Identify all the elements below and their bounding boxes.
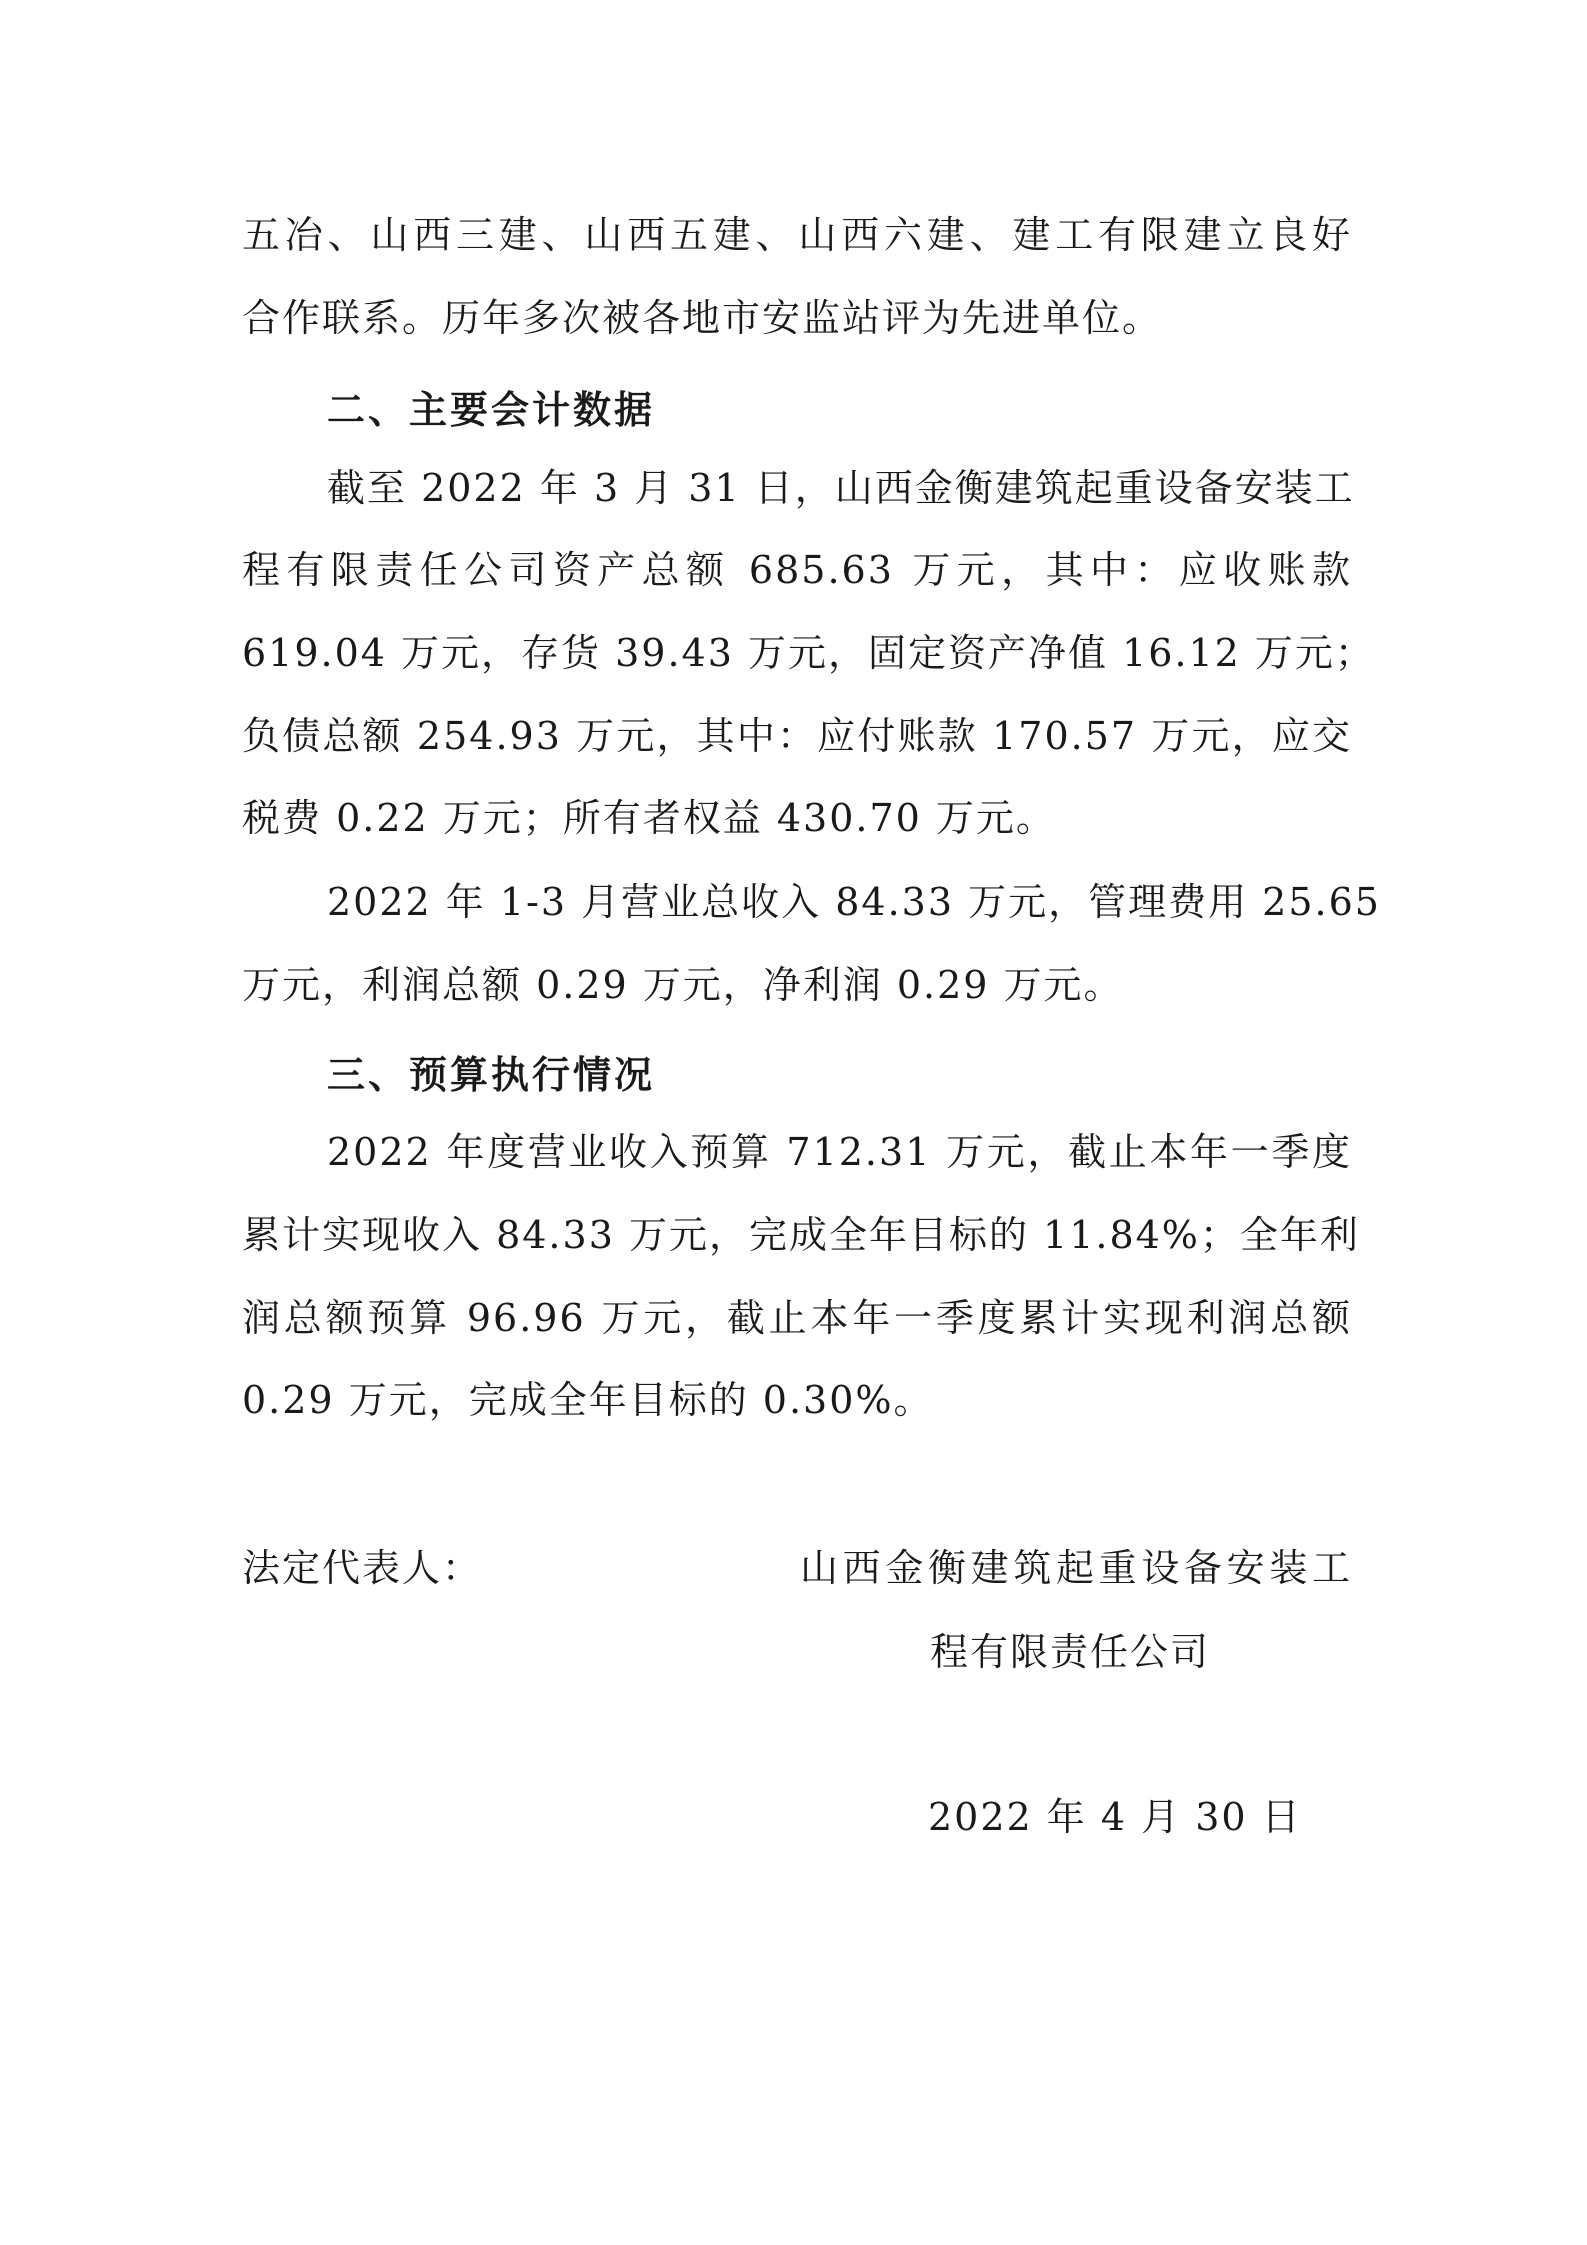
document-date: 2022 年 4 月 30 日 <box>928 1795 1302 1839</box>
paragraph-line: 累计实现收入 84.33 万元，完成全年目标的 11.84%；全年利 <box>242 1213 1360 1257</box>
paragraph-line: 619.04 万元，存货 39.43 万元，固定资产净值 16.12 万元； <box>242 631 1375 675</box>
legal-representative-label: 法定代表人： <box>242 1546 483 1590</box>
section-heading-accounting: 二、主要会计数据 <box>327 388 656 432</box>
paragraph-line: 万元，利润总额 0.29 万元，净利润 0.29 万元。 <box>242 963 1124 1007</box>
paragraph-line: 程有限责任公司资产总额 685.63 万元，其中：应收账款 <box>242 548 1352 592</box>
intro-line-2: 合作联系。历年多次被各地市安监站评为先进单位。 <box>242 296 1163 340</box>
paragraph-line: 截至 2022 年 3 月 31 日，山西金衡建筑起重设备安装工 <box>327 466 1355 510</box>
paragraph-line: 税费 0.22 万元；所有者权益 430.70 万元。 <box>242 796 1056 840</box>
paragraph-line: 0.29 万元，完成全年目标的 0.30%。 <box>242 1378 934 1422</box>
paragraph-line: 2022 年度营业收入预算 712.31 万元，截止本年一季度 <box>327 1130 1352 1174</box>
company-name-line-2: 程有限责任公司 <box>930 1630 1211 1674</box>
intro-line-1: 五冶、山西三建、山西五建、山西六建、建工有限建立良好 <box>242 213 1352 257</box>
paragraph-line: 2022 年 1-3 月营业总收入 84.33 万元，管理费用 25.65 <box>327 880 1381 924</box>
section-heading-budget: 三、预算执行情况 <box>327 1053 656 1097</box>
paragraph-line: 负债总额 254.93 万元，其中：应付账款 170.57 万元，应交 <box>242 714 1352 758</box>
paragraph-line: 润总额预算 96.96 万元，截止本年一季度累计实现利润总额 <box>242 1296 1352 1340</box>
company-name-line-1: 山西金衡建筑起重设备安装工 <box>800 1546 1352 1590</box>
